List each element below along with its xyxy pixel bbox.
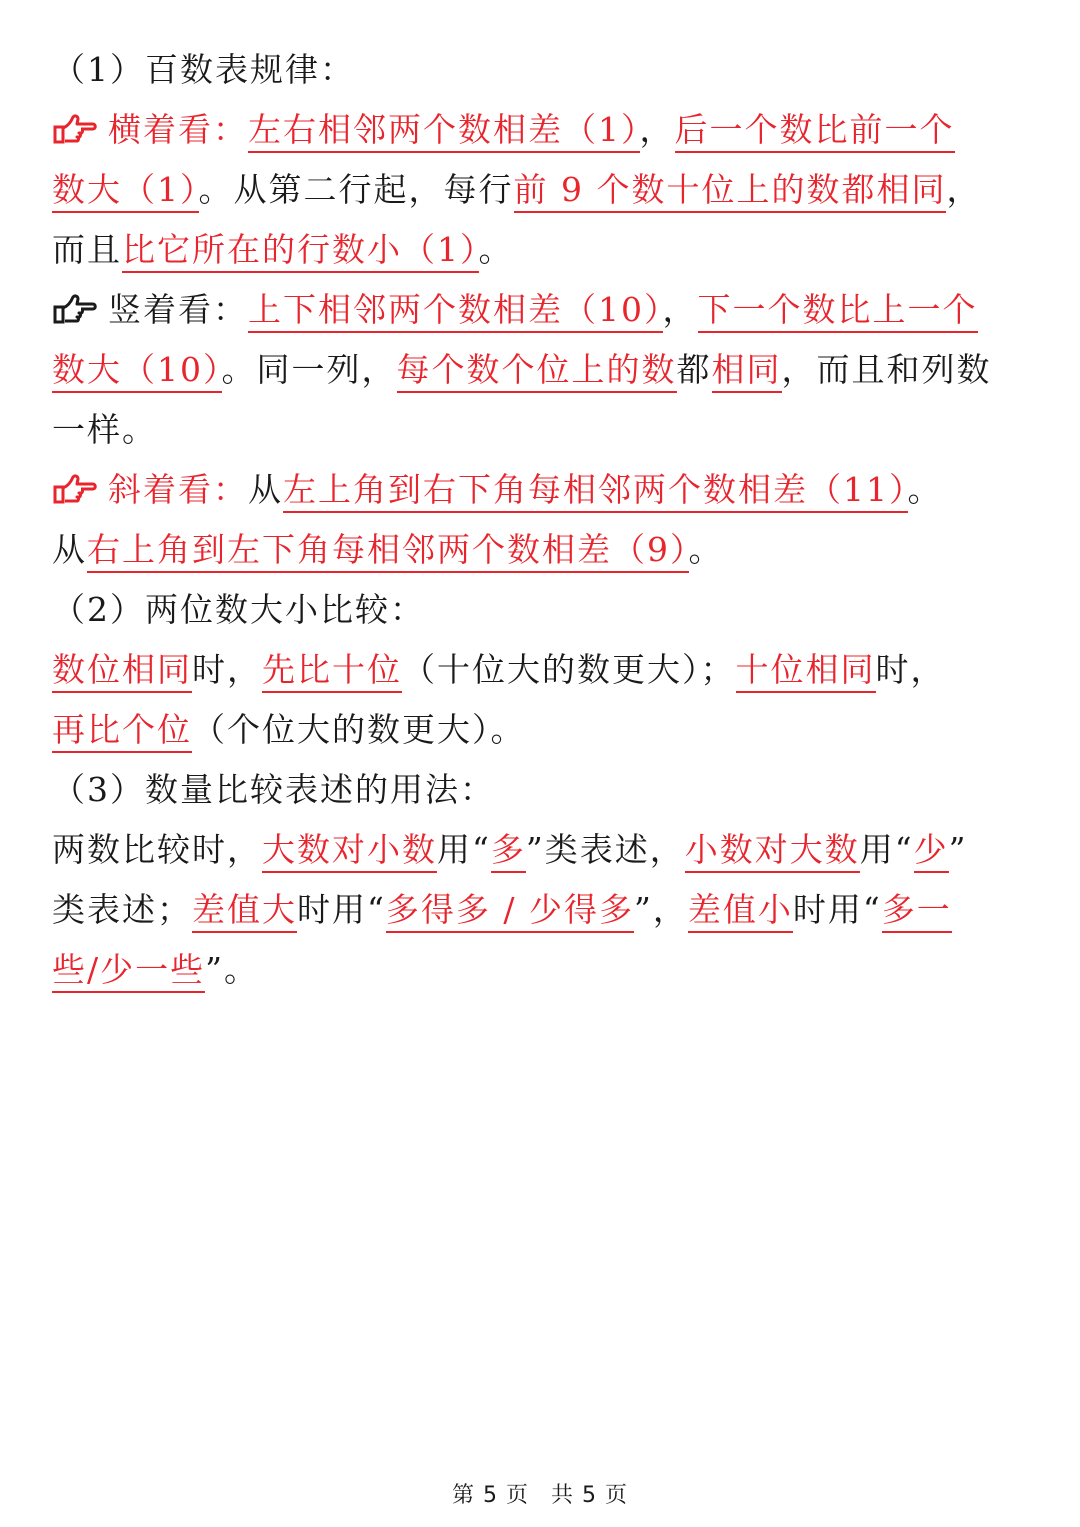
section-2-title-text: （2）两位数大小比较： (52, 590, 425, 629)
horizontal-answer-2b: 数大（1） (52, 170, 199, 213)
text: 时用“ (297, 890, 386, 929)
page-number: 第 5 页 (452, 1483, 529, 1508)
usage-line-3 (52, 940, 1032, 1000)
punctuation: ， (639, 110, 675, 149)
text: 时， (192, 650, 262, 689)
text: 都 (676, 350, 712, 389)
horizontal-label: 横着看： (108, 110, 248, 149)
text: 用“ (437, 830, 491, 869)
comparison-line-1 (52, 640, 1032, 700)
usage-answer-5: 差值大 (192, 890, 297, 933)
pointing-hand-icon (52, 464, 98, 496)
text: 从 (248, 470, 283, 509)
usage-line-2 (52, 880, 1032, 940)
usage-answer-8b: 些/少一些 (52, 950, 205, 993)
section-1-title (52, 40, 1032, 100)
text: ”类表述， (525, 830, 685, 869)
usage-answer-4: 少 (914, 830, 949, 873)
vertical-label: 竖着看： (108, 290, 248, 329)
text: 用“ (859, 830, 914, 869)
vertical-answer-1: 上下相邻两个数相差（10） (248, 290, 663, 333)
text: 两数比较时， (52, 830, 262, 869)
text: （十位大的数更大）； (402, 650, 736, 689)
text: ” (948, 830, 968, 869)
horizontal-rule-line-1 (52, 100, 1032, 160)
page-footer (0, 1478, 1080, 1509)
pointing-hand-icon (52, 104, 98, 136)
text: 时用“ (792, 890, 882, 929)
punctuation: 。 (688, 530, 724, 569)
punctuation: ， (662, 290, 698, 329)
vertical-rule-line-3 (52, 400, 1032, 460)
pointing-hand-icon (52, 284, 98, 316)
comparison-answer-3: 十位相同 (736, 650, 876, 693)
text: 而且 (52, 230, 122, 269)
text: ”， (633, 890, 688, 929)
horizontal-answer-3: 前 9 个数十位上的数都相同 (514, 170, 947, 213)
comparison-answer-1: 数位相同 (52, 650, 192, 693)
comparison-line-2 (52, 700, 1032, 760)
horizontal-answer-2a: 后一个数比前一个 (675, 110, 955, 153)
text: ，而且和列数 (781, 350, 992, 389)
vertical-answer-3: 每个数个位上的数 (397, 350, 677, 393)
text: 类表述； (52, 890, 192, 929)
vertical-answer-2b: 数大（10） (52, 350, 222, 393)
text: （个位大的数更大）。 (192, 710, 526, 749)
diagonal-answer-2: 右上角到左下角每相邻两个数相差（9） (87, 530, 689, 573)
text: ”。 (205, 950, 259, 989)
usage-answer-6: 多得多 / 少得多 (386, 890, 634, 933)
text: 时， (875, 650, 946, 689)
section-3-title (52, 760, 1032, 820)
diagonal-answer-1: 左上角到右下角每相邻两个数相差（11） (283, 470, 908, 513)
usage-answer-3: 小数对大数 (685, 830, 860, 873)
usage-answer-2: 多 (491, 830, 526, 873)
section-2-title (52, 580, 1032, 640)
vertical-answer-4: 相同 (712, 350, 782, 393)
diagonal-rule-line-2 (52, 520, 1032, 580)
usage-answer-7: 差值小 (688, 890, 793, 933)
text: 。同一列， (221, 350, 397, 389)
horizontal-answer-1: 左右相邻两个数相差（1） (248, 110, 640, 153)
punctuation: ， (946, 170, 982, 209)
punctuation: 。 (478, 230, 514, 269)
usage-answer-8a: 多一 (882, 890, 952, 933)
page-total: 共 5 页 (551, 1483, 628, 1508)
vertical-rule-line-2 (52, 340, 1032, 400)
usage-answer-1: 大数对小数 (262, 830, 437, 873)
vertical-answer-2a: 下一个数比上一个 (698, 290, 978, 333)
diagonal-label: 斜着看： (108, 470, 248, 509)
text: 。从第二行起，每行 (198, 170, 514, 209)
horizontal-rule-line-3 (52, 220, 1032, 280)
punctuation: 。 (907, 470, 943, 509)
section-3-title-text: （3）数量比较表述的用法： (52, 770, 495, 809)
comparison-answer-2: 先比十位 (262, 650, 402, 693)
diagonal-rule-line-1 (52, 460, 1032, 520)
comparison-answer-4: 再比个位 (52, 710, 192, 753)
horizontal-rule-line-2 (52, 160, 1032, 220)
usage-line-1 (52, 820, 1032, 880)
vertical-rule-line-1 (52, 280, 1032, 340)
section-1-title-text: （1）百数表规律： (52, 50, 355, 89)
horizontal-answer-4: 比它所在的行数小（1） (122, 230, 479, 273)
text: 从 (52, 530, 87, 569)
text: 一样。 (52, 410, 157, 449)
